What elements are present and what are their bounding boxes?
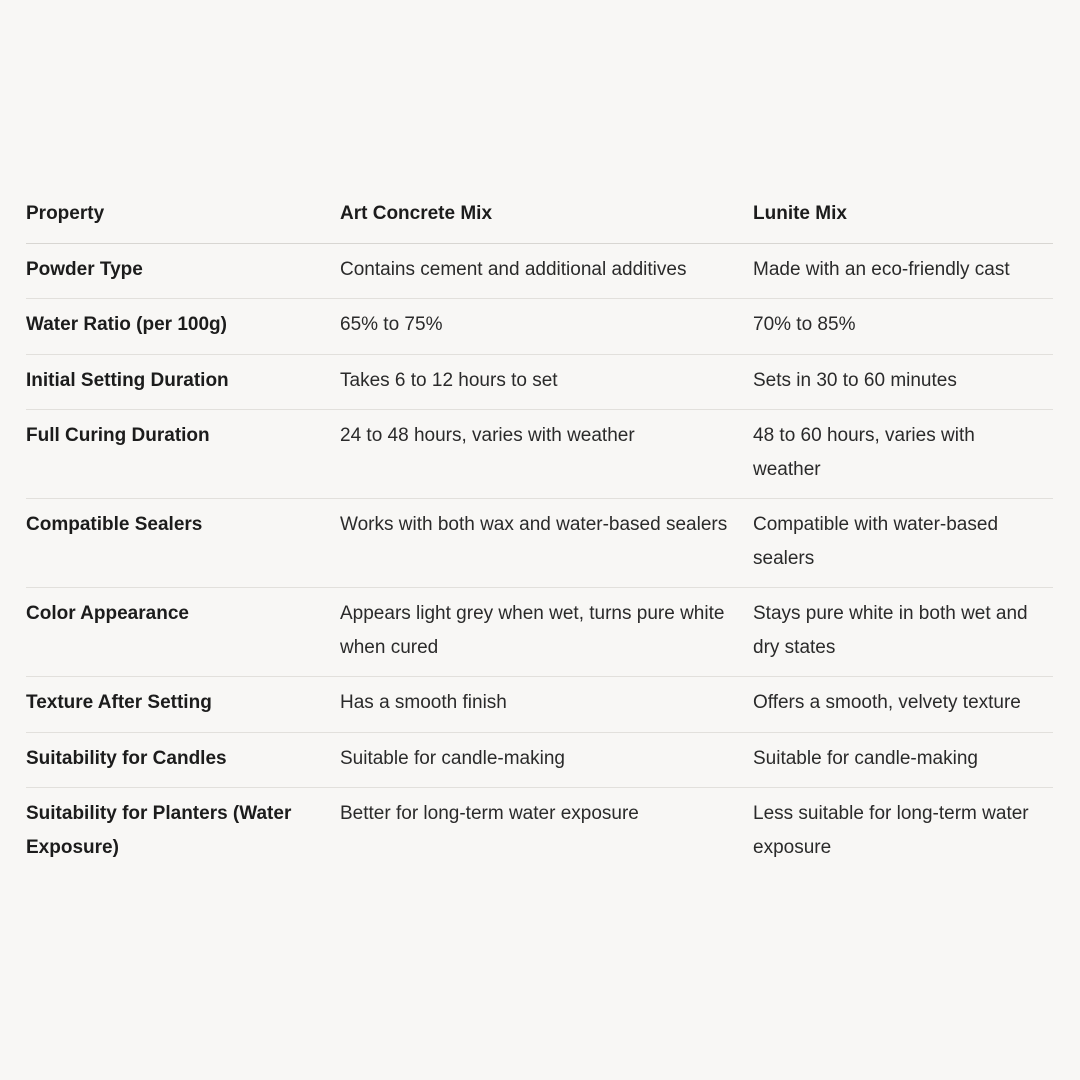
table-row bbox=[26, 733, 1053, 789]
art-concrete-cell: Works with both wax and water-based sealers bbox=[340, 514, 728, 535]
table-row bbox=[26, 788, 1053, 876]
property-cell: Compatible Sealers bbox=[26, 514, 203, 535]
lunite-cell: 70% to 85% bbox=[753, 314, 856, 335]
comparison-table bbox=[26, 188, 1053, 876]
table-header-row bbox=[26, 188, 1053, 244]
property-cell: Water Ratio (per 100g) bbox=[26, 314, 227, 335]
art-concrete-cell: Better for long-term water exposure bbox=[340, 803, 639, 824]
property-cell: Full Curing Duration bbox=[26, 425, 210, 446]
table-row bbox=[26, 499, 1053, 588]
lunite-cell: Offers a smooth, velvety texture bbox=[753, 692, 1021, 713]
lunite-cell: Less suitable for long-term water exposure bbox=[753, 803, 1029, 858]
property-cell: Suitability for Candles bbox=[26, 747, 227, 769]
lunite-cell: 48 to 60 hours, varies with weather bbox=[753, 425, 975, 480]
table-row bbox=[26, 677, 1053, 733]
art-concrete-cell: Has a smooth finish bbox=[340, 692, 507, 713]
art-concrete-cell: 65% to 75% bbox=[340, 314, 443, 335]
art-concrete-cell: Appears light grey when wet, turns pure white when cured bbox=[340, 603, 725, 658]
property-cell: Powder Type bbox=[26, 258, 143, 280]
lunite-cell: Suitable for candle-making bbox=[753, 747, 978, 769]
table-row bbox=[26, 299, 1053, 355]
lunite-cell: Stays pure white in both wet and dry states bbox=[753, 603, 1028, 658]
header-lunite-mix: Lunite Mix bbox=[753, 203, 847, 224]
art-concrete-cell: 24 to 48 hours, varies with weather bbox=[340, 425, 635, 446]
lunite-cell: Sets in 30 to 60 minutes bbox=[753, 369, 957, 391]
header-art-concrete-mix: Art Concrete Mix bbox=[340, 203, 493, 224]
property-cell: Color Appearance bbox=[26, 603, 189, 624]
art-concrete-cell: Contains cement and additional additives bbox=[340, 258, 687, 280]
property-cell: Texture After Setting bbox=[26, 692, 212, 713]
header-property: Property bbox=[26, 203, 105, 224]
table-row bbox=[26, 410, 1053, 499]
lunite-cell: Made with an eco-friendly cast bbox=[753, 258, 1010, 280]
table-row bbox=[26, 244, 1053, 300]
property-cell: Suitability for Planters (Water Exposure) bbox=[26, 803, 292, 858]
art-concrete-cell: Takes 6 to 12 hours to set bbox=[340, 369, 558, 391]
art-concrete-cell: Suitable for candle-making bbox=[340, 747, 565, 769]
table-row bbox=[26, 588, 1053, 677]
lunite-cell: Compatible with water-based sealers bbox=[753, 514, 999, 569]
table-row bbox=[26, 355, 1053, 411]
property-cell: Initial Setting Duration bbox=[26, 369, 229, 391]
